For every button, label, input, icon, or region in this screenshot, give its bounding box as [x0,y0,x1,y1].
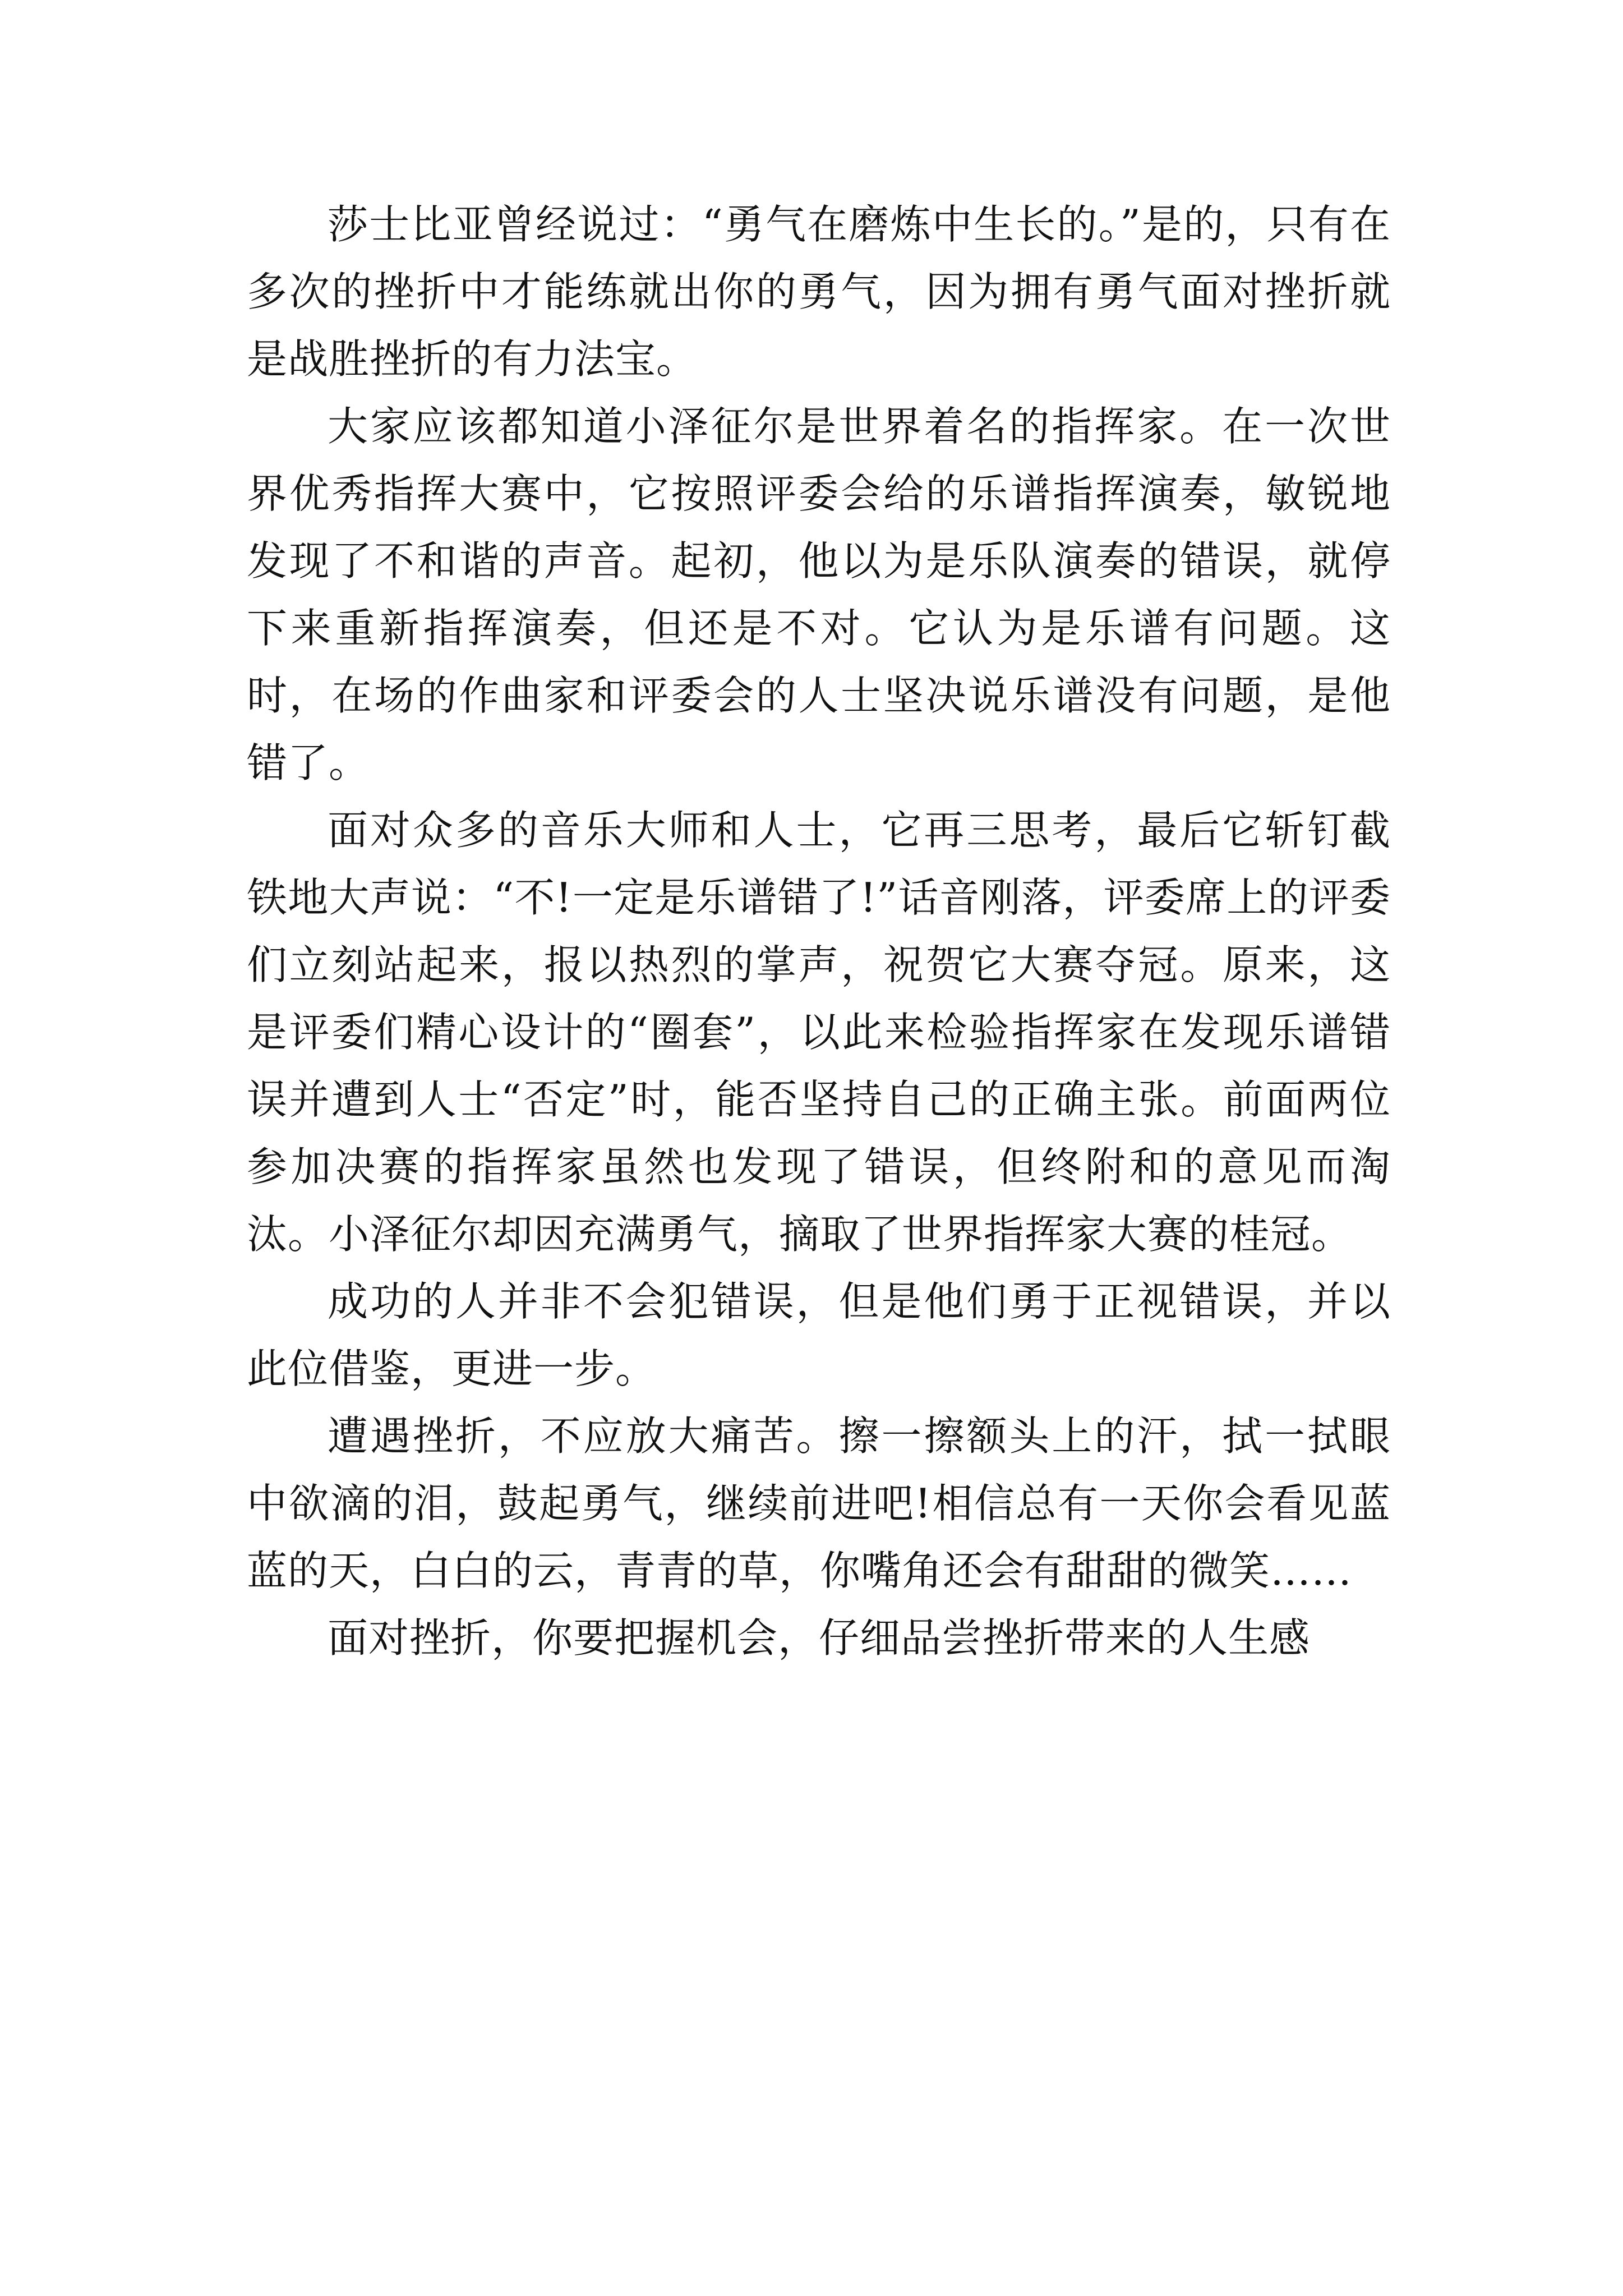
paragraph-ozawa-decision: 面对众多的音乐大师和人士，它再三思考，最后它斩钉截铁地大声说：“不!一定是乐谱错了!”话音刚落，评委席上的评委们立刻站起来，报以热烈的掌声，祝贺它大赛夺冠。原来，这是评委们精心设计的“圈套”，以此来检验指挥家在发现乐谱错误并遭到人士“否定”时，能否坚持自己的正确主张。前面两位参加决赛的指挥家虽然也发现了错误，但终附和的意见而淘汰。小泽征尔却因充满勇气，摘取了世界指挥家大赛的桂冠。 [247,807,1391,1258]
paragraph-shakespeare-quote: 莎士比亚曾经说过：“勇气在磨炼中生长的。”是的，只有在多次的挫折中才能练就出你的勇气，因为拥有勇气面对挫折就是战胜挫折的有力法宝。 [247,201,1391,383]
paragraph-ozawa-story: 大家应该都知道小泽征尔是世界着名的指挥家。在一次世界优秀指挥大赛中，它按照评委会给的乐谱指挥演奏，敏锐地发现了不和谐的声音。起初，他以为是乐队演奏的错误，就停下来重新指挥演奏，但还是不对。它认为是乐谱有问题。这时，在场的作曲家和评委会的人士坚决说乐谱没有问题，是他错了。 [247,403,1391,786]
document-body [247,191,1391,1672]
paragraph-seize-opportunity: 面对挫折，你要把握机会，仔细品尝挫折带来的人生感 [328,1614,1311,1662]
paragraph-success-mistakes: 成功的人并非不会犯错误，但是他们勇于正视错误，并以此位借鉴，更进一步。 [247,1278,1391,1392]
paragraph-encouragement: 遭遇挫折，不应放大痛苦。擦一擦额头上的汗，拭一拭眼中欲滴的泪，鼓起勇气，继续前进吧!相信总有一天你会看见蓝蓝的天，白白的云，青青的草，你嘴角还会有甜甜的微笑…… [247,1412,1391,1594]
